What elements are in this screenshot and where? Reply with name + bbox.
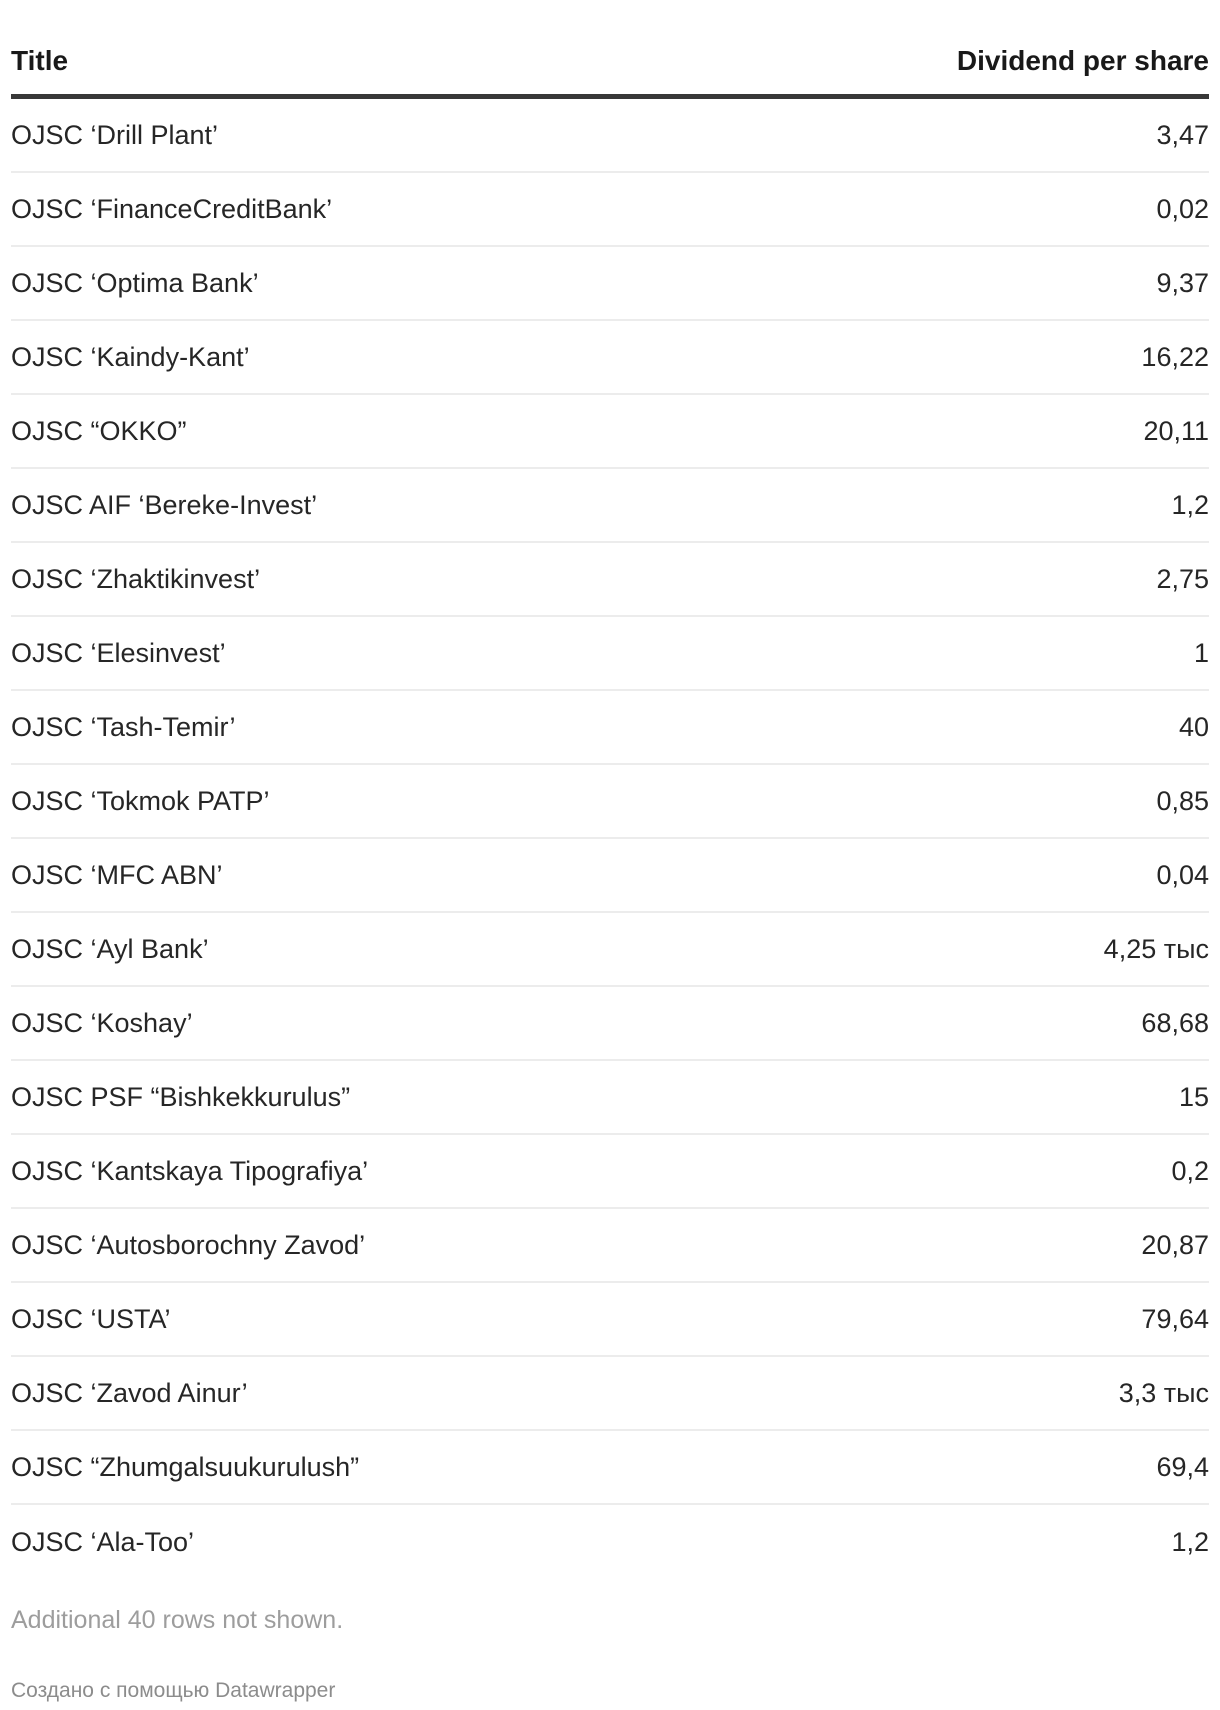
table-body [11, 99, 1209, 1579]
table-row [11, 913, 1209, 987]
row-title: OJSC ‘FinanceCreditBank’ [11, 193, 333, 224]
row-value: 3,47 [1156, 119, 1209, 150]
table-row [11, 321, 1209, 395]
row-value: 0,85 [1156, 785, 1209, 816]
table-row [11, 543, 1209, 617]
row-value: 4,25 тыс [1103, 933, 1209, 964]
table-row [11, 173, 1209, 247]
row-value: 1,2 [1171, 489, 1209, 520]
row-value: 68,68 [1141, 1007, 1209, 1038]
row-value: 20,11 [1143, 415, 1209, 446]
datawrapper-attribution-link[interactable]: Создано с помощью Datawrapper [11, 1679, 336, 1702]
row-value: 16,22 [1141, 341, 1209, 372]
rows-not-shown-note: Additional 40 rows not shown. [11, 1606, 344, 1634]
column-header-title: Title [11, 45, 69, 76]
table-row [11, 987, 1209, 1061]
row-title: OJSC “Zhumgalsuukurulush” [11, 1451, 360, 1482]
table-row [11, 765, 1209, 839]
row-title: OJSC ‘MFC ABN’ [11, 859, 223, 890]
table-row [11, 1283, 1209, 1357]
row-title: OJSC ‘Kantskaya Tipografiya’ [11, 1155, 369, 1186]
table-row [11, 99, 1209, 173]
row-title: OJSC “OKKO” [11, 415, 187, 446]
row-value: 20,87 [1141, 1229, 1209, 1260]
row-title: OJSC ‘USTA’ [11, 1303, 171, 1334]
table-row [11, 617, 1209, 691]
row-title: OJSC ‘Autosborochny Zavod’ [11, 1229, 366, 1260]
row-value: 3,3 тыс [1118, 1377, 1209, 1408]
row-title: OJSC ‘Zhaktikinvest’ [11, 563, 261, 594]
row-title: OJSC ‘Ayl Bank’ [11, 933, 209, 964]
table-row [11, 395, 1209, 469]
table-row [11, 1061, 1209, 1135]
row-value: 0,02 [1156, 193, 1209, 224]
table-row [11, 1209, 1209, 1283]
row-value: 69,4 [1156, 1451, 1209, 1482]
table-row [11, 1135, 1209, 1209]
row-value: 79,64 [1141, 1303, 1209, 1334]
table-row [11, 839, 1209, 913]
row-value: 0,2 [1171, 1155, 1209, 1186]
row-title: OJSC PSF “Bishkekkurulus” [11, 1081, 351, 1112]
row-value: 15 [1178, 1081, 1209, 1112]
table-header [11, 0, 1209, 99]
row-value: 1 [1193, 637, 1209, 668]
row-title: OJSC ‘Ala-Too’ [11, 1526, 195, 1557]
row-value: 2,75 [1156, 563, 1209, 594]
row-title: OJSC ‘Elesinvest’ [11, 637, 226, 668]
row-title: OJSC ‘Tokmok PATP’ [11, 785, 270, 816]
row-value: 1,2 [1171, 1526, 1209, 1557]
row-value: 9,37 [1156, 267, 1209, 298]
row-title: OJSC ‘Zavod Ainur’ [11, 1377, 248, 1408]
table-row [11, 691, 1209, 765]
row-value: 40 [1178, 711, 1209, 742]
row-title: OJSC ‘Tash-Temir’ [11, 711, 236, 742]
table-row [11, 1431, 1209, 1505]
table-row [11, 469, 1209, 543]
row-title: OJSC AIF ‘Bereke-Invest’ [11, 489, 318, 520]
row-title: OJSC ‘Koshay’ [11, 1007, 193, 1038]
row-title: OJSC ‘Optima Bank’ [11, 267, 259, 298]
table-row [11, 1357, 1209, 1431]
table-row [11, 1505, 1209, 1579]
column-header-dividend-per-share: Dividend per share [956, 45, 1209, 76]
row-title: OJSC ‘Drill Plant’ [11, 119, 219, 150]
row-value: 0,04 [1156, 859, 1209, 890]
row-title: OJSC ‘Kaindy-Kant’ [11, 341, 250, 372]
table-row [11, 247, 1209, 321]
